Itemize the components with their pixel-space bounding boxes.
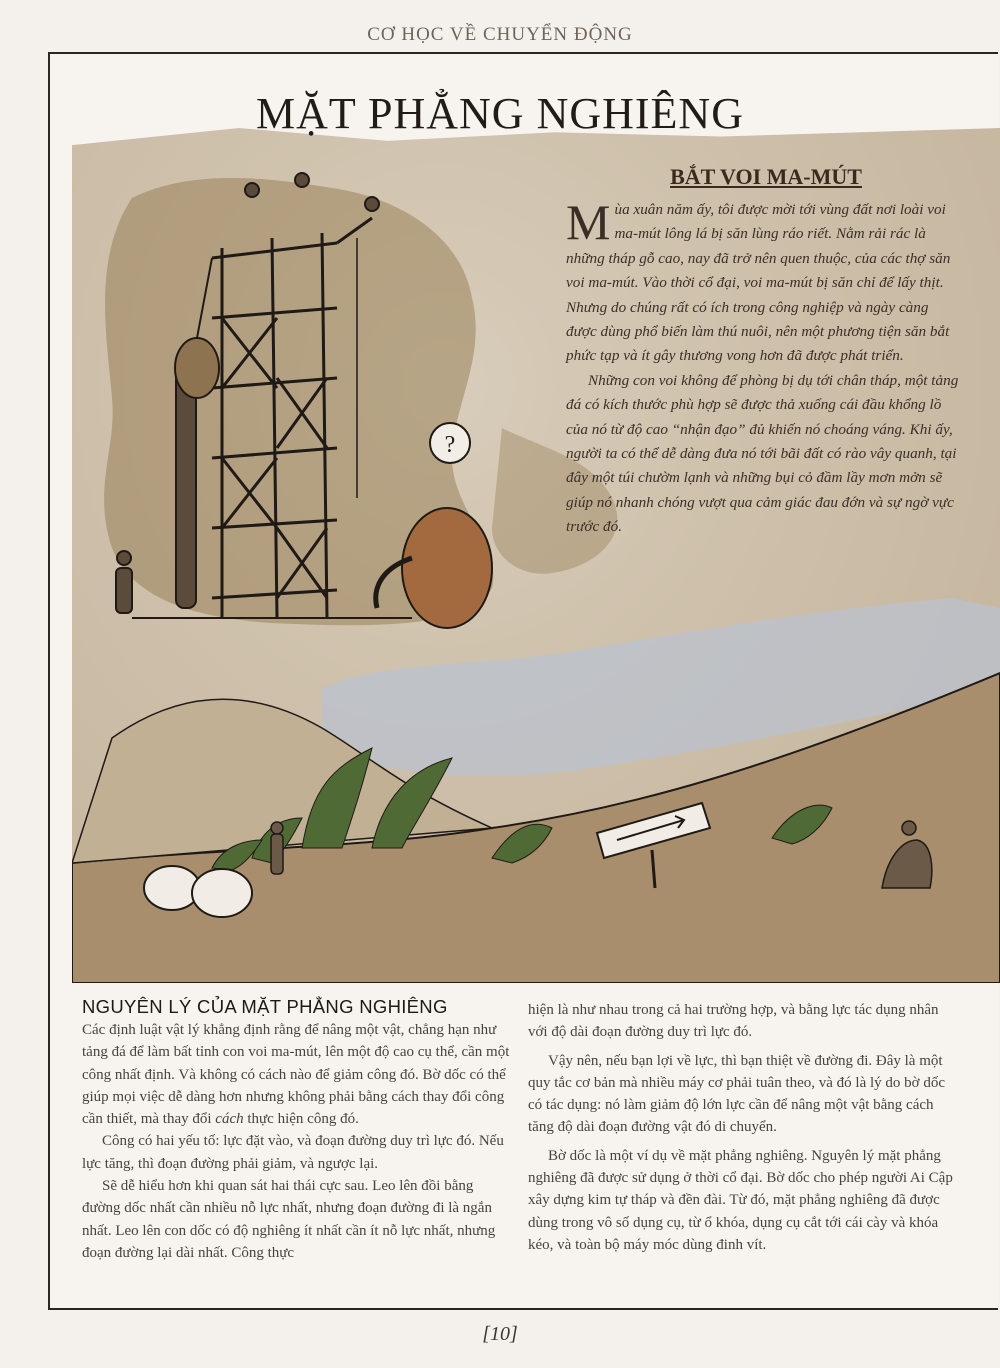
section-title: NGUYÊN LÝ CỦA MẶT PHẲNG NGHIÊNG bbox=[82, 996, 448, 1017]
page-title: MẶT PHẲNG NGHIÊNG bbox=[256, 89, 744, 138]
story-paragraph-2: Những con voi không để phòng bị dụ tới chân tháp, một tảng đá có kích thước phù hợp sẽ được thả xuống cái đầu khổng lồ của nó từ độ cao “nhận đạo” đủ khiến nó choáng váng. Khi ấy, người ta có thể dễ dàng đưa nó tới bãi đất có rào vây quanh, tại đây một túi chườm lạnh và những bụi cỏ đầm lầy mơn mởn sẽ giúp nó nhanh chóng vượt qua cảm giác đau đớn và sự ngờ vực trước đó. bbox=[566, 371, 959, 536]
body-paragraph: Công có hai yếu tố: lực đặt vào, và đoạn đường duy trì lực đó. Nếu lực tăng, thì đoạn đường phải giảm, và ngược lại. bbox=[82, 1133, 504, 1172]
body-paragraph: Sẽ dễ hiểu hơn khi quan sát hai thái cực sau. Leo lên đồi bằng đường dốc nhất cần nhiều nỗ lực nhất, nhưng đoạn đường đi là ngắn nhất. Leo lên con dốc có độ nghiêng ít nhất cần ít nỗ lực nhất, nhưng đoạn đường lại dài nhất. Công thực bbox=[82, 1178, 496, 1261]
page-number: [10] bbox=[482, 1323, 518, 1345]
story-paragraph-1-text: ùa xuân năm ấy, tôi được mời tới vùng đất nơi loài voi ma-mút lông lá bị săn lùng ráo riết. Nằm rải rác là những tháp gỗ cao, nay đã trở nên quen thuộc, của các thợ săn voi ma-mút. Vào thời cổ đại, voi ma-mút bị săn chỉ để lấy thịt. Nhưng do chúng rất có ích trong công nghiệp và ngày càng được dùng phổ biến làm thú nuôi, nên một phương tiện săn bắt phức tạp và ít gây thương vong hơn đã được phát triển. bbox=[566, 201, 951, 365]
body-paragraph: hiện là như nhau trong cả hai trường hợp, và bằng lực tác dụng nhân với độ dài đoạn đường duy trì lực đó. bbox=[528, 1002, 939, 1041]
story-text bbox=[566, 194, 960, 540]
body-column-right bbox=[528, 999, 960, 1256]
story-title: BẮT VOI MA-MÚT bbox=[670, 164, 862, 189]
body-paragraph bbox=[82, 1019, 510, 1130]
boulder-sack bbox=[175, 338, 219, 398]
body-paragraph: Vậy nên, nếu bạn lợi về lực, thì bạn thiệt về đường đi. Đây là một quy tắc cơ bản mà nhiều máy cơ phải tuân theo, và đó là lý do bờ dốc có tác dụng: nó làm giảm độ lớn lực cần để nâng một vật bằng cách tăng độ dài đoạn đường vật đó di chuyển. bbox=[528, 1052, 946, 1136]
body-text: Các định luật vật lý khẳng định rằng để nâng một vật, chẳng hạn như tảng đá để làm bất tỉnh con voi ma-mút, lên một độ cao cụ thể, cần một công nhất định. Và không có cách nào để giảm công đó. Bờ dốc có thể giúp mọi việc dễ dàng hơn nhưng không phải bằng cách thay đổi công cần thiết, mà thay đổi bbox=[82, 1022, 510, 1128]
body-paragraph: Bờ dốc là một ví dụ về mặt phẳng nghiêng. Nguyên lý mặt phẳng nghiêng đã được sử dụng ở thời cổ đại. Bờ dốc cho phép người Ai Cập xây dựng kim tự tháp và đền đài. Từ đó, mặt phẳng nghiêng đã được dùng trong vô số dụng cụ, từ ổ khóa, dụng cụ cắt tới cái cày và khóa kéo, và toàn bộ máy móc dùng đinh vít. bbox=[528, 1147, 953, 1253]
body-text: thực hiện công đó. bbox=[243, 1111, 359, 1128]
drop-cap: M bbox=[566, 194, 611, 250]
running-head: CƠ HỌC VỀ CHUYỂN ĐỘNG bbox=[367, 24, 633, 45]
body-column-left bbox=[82, 1019, 510, 1264]
emphasis-text: cách bbox=[215, 1111, 244, 1128]
story-paragraph-1 bbox=[566, 194, 960, 369]
question-mark: ? bbox=[444, 432, 456, 458]
